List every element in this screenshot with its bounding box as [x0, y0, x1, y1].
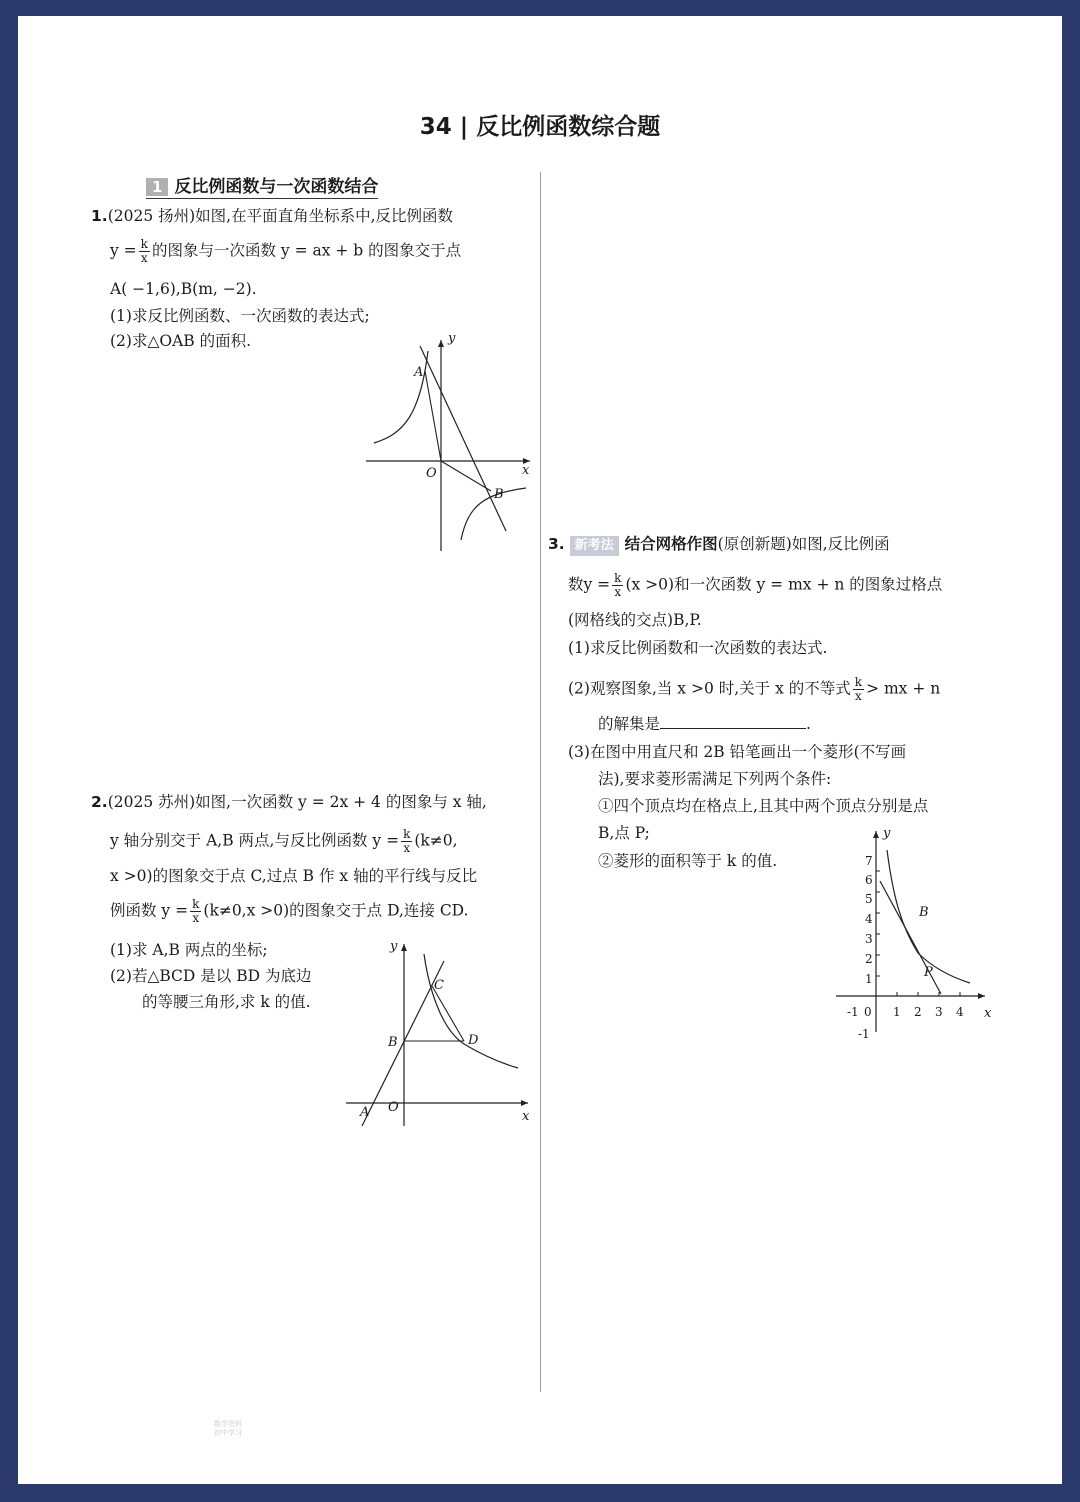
q3-topic: 结合网格作图: [624, 535, 718, 553]
q3-label-B: B: [919, 905, 929, 920]
q1-label-y: y: [448, 331, 456, 346]
q2-label-O: O: [388, 1100, 399, 1115]
q3-ytick-7: 7: [865, 854, 873, 868]
q3-ytick-4: 4: [865, 912, 873, 926]
q2-fraction-1: $\frac{k}{x}$: [403, 827, 411, 855]
q2-number: 2.: [91, 793, 108, 811]
q3-part-1: (1)求反比例函数和一次函数的表达式.: [568, 639, 828, 657]
q2-line-2: [110, 828, 458, 855]
q1-figure: [358, 326, 538, 556]
q2-line1-text: (2025 苏州)如图,一次函数 y = 2x + 4 的图象与 x 轴,: [107, 793, 487, 811]
q1-part-1: (1)求反比例函数、一次函数的表达式;: [110, 307, 370, 325]
q2-fraction-2: $\frac{k}{x}$: [192, 897, 200, 925]
q3-line-2: [568, 572, 942, 599]
q3-condition-1-line-1: ①四个顶点均在格点上,且其中两个顶点分别是点: [598, 797, 929, 815]
q3-answer-line: [598, 714, 811, 734]
q3-xtick-neg1: -1: [847, 1005, 859, 1019]
q3-fraction-2: $\frac{k}{x}$: [854, 675, 863, 703]
q3-ytick-neg1: -1: [858, 1027, 870, 1041]
q3-xtick-2: 2: [914, 1005, 922, 1019]
q1-fraction: $\frac{k}{x}$: [140, 237, 148, 265]
q3-answer-prefix: 的解集是: [598, 715, 661, 733]
page-title: 34 | 反比例函数综合题: [419, 114, 661, 140]
q2-label-A: A: [360, 1105, 370, 1120]
q3-part-3-line-1: (3)在图中用直尺和 2B 铅笔画出一个菱形(不写画: [568, 743, 907, 761]
new-method-tag: 新考法: [570, 536, 619, 556]
section-heading: [146, 172, 378, 199]
q3-condition-2: ②菱形的面积等于 k 的值.: [598, 852, 778, 870]
q3-part2-post: > mx + n: [866, 679, 941, 698]
q1-label-B: B: [494, 487, 504, 502]
section-number: 1: [146, 178, 168, 196]
q2-line4-pre: 例函数 y =: [110, 901, 189, 920]
q3-line-3: (网格线的交点)B,P.: [568, 611, 702, 629]
q1-line2-rest: 的图象与一次函数 y = ax + b 的图象交于点: [151, 241, 462, 260]
q1-label-O: O: [426, 466, 437, 481]
answer-blank[interactable]: [660, 714, 806, 729]
q3-label-x: x: [984, 1006, 992, 1021]
q2-line-1: [91, 792, 487, 812]
q1-line-3: A( −1,6),B(m, −2).: [110, 280, 257, 298]
q1-label-x: x: [522, 463, 530, 478]
q3-condition-1-line-2: B,点 P;: [598, 824, 650, 842]
q3-part-3-line-2: 法),要求菱形需满足下列两个条件:: [598, 770, 832, 788]
footer-watermark: 数学资料 初中学习: [214, 1420, 242, 1437]
q3-fraction-1: $\frac{k}{x}$: [614, 571, 622, 599]
q2-part-2a: (2)若△BCD 是以 BD 为底边: [110, 967, 312, 985]
q2-line4-post: (k≠0,x >0)的图象交于点 D,连接 CD.: [203, 901, 469, 920]
q1-number: 1.: [91, 207, 108, 225]
q3-ytick-3: 3: [865, 932, 873, 946]
q3-line-1: [548, 534, 890, 556]
q3-ytick-6: 6: [865, 873, 873, 887]
q2-label-y: y: [390, 939, 398, 954]
q2-label-D: D: [468, 1033, 479, 1048]
q3-ytick-1: 1: [865, 972, 873, 986]
q3-xtick-0: 0: [864, 1005, 872, 1019]
worksheet-page: [18, 16, 1062, 1484]
q1-part-2: (2)求△OAB 的面积.: [110, 332, 252, 350]
q3-ytick-5: 5: [865, 892, 873, 906]
q3-line1-rest: (原创新题)如图,反比例函: [717, 535, 890, 553]
q3-xtick-1: 1: [893, 1005, 901, 1019]
q3-grid-figure: [833, 826, 993, 1041]
q3-line2-pre: 数y =: [568, 575, 611, 594]
q3-label-P: P: [924, 965, 933, 980]
q1-func-prefix: y =: [110, 241, 137, 260]
q3-part-2: [568, 676, 940, 703]
q3-line2-post: (x >0)和一次函数 y = mx + n 的图象过格点: [625, 575, 943, 594]
q2-line2-post: (k≠0,: [414, 831, 458, 850]
q3-part2-pre: (2)观察图象,当 x >0 时,关于 x 的不等式: [568, 679, 851, 698]
q2-label-C: C: [434, 978, 444, 993]
q1-source: (2025 扬州)如图,在平面直角坐标系中,反比例函数: [107, 207, 454, 225]
q3-xtick-4: 4: [956, 1005, 964, 1019]
q2-line2-pre: y 轴分别交于 A,B 两点,与反比例函数 y =: [110, 831, 400, 850]
q2-figure: [344, 936, 534, 1131]
q1-line-2: [110, 238, 461, 265]
q2-line-4: [110, 898, 469, 925]
q3-xtick-3: 3: [935, 1005, 943, 1019]
section-title: 反比例函数与一次函数结合: [174, 177, 379, 197]
q3-ytick-2: 2: [865, 952, 873, 966]
q2-part-1: (1)求 A,B 两点的坐标;: [110, 941, 268, 959]
q1-label-A: A: [414, 365, 424, 380]
q2-part-2b: 的等腰三角形,求 k 的值.: [142, 993, 311, 1011]
q2-line-3: x >0)的图象交于点 C,过点 B 作 x 轴的平行线与反比: [110, 867, 478, 885]
q2-label-B: B: [388, 1035, 398, 1050]
q3-number: 3.: [548, 535, 565, 553]
q1-line-1: [91, 206, 453, 226]
column-divider: [540, 172, 541, 1392]
q3-label-y: y: [883, 826, 891, 841]
q3-answer-suffix: .: [806, 715, 811, 733]
q2-label-x: x: [522, 1109, 530, 1124]
